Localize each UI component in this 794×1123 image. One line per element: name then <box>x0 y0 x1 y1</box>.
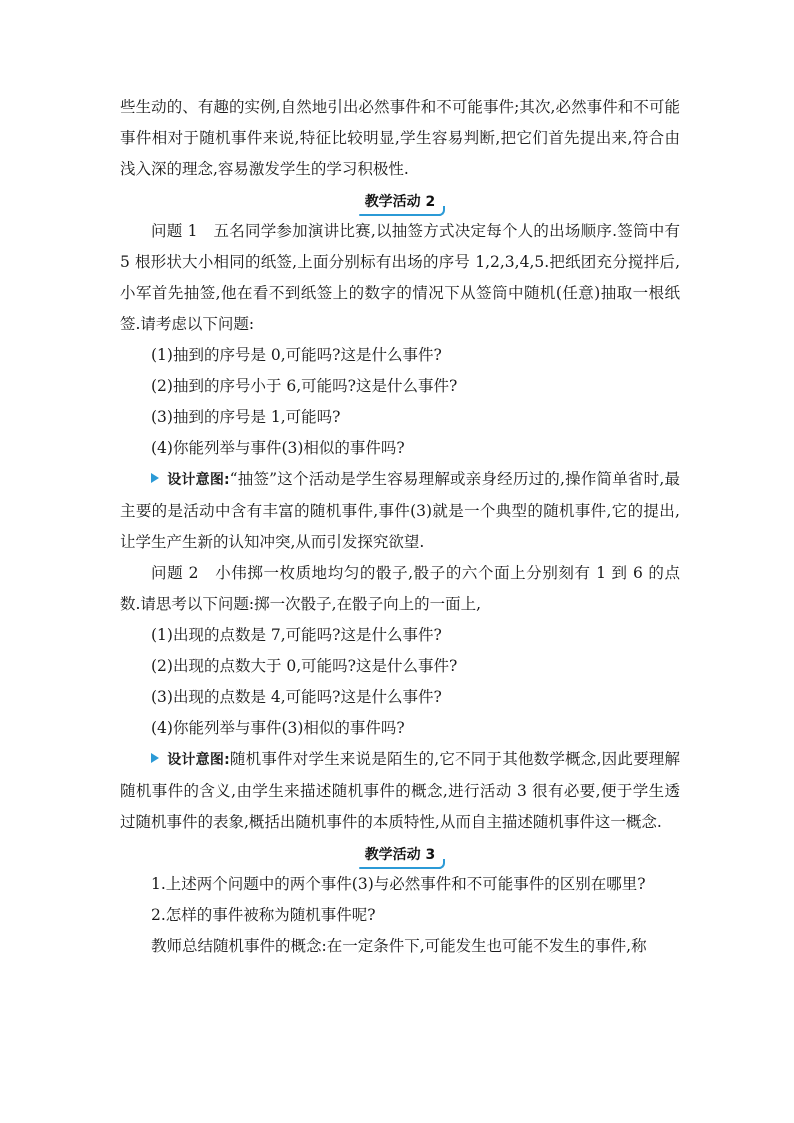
question2-item: (1)出现的点数是 7,可能吗?这是什么事件? <box>151 626 442 644</box>
activity3-heading-row <box>120 838 680 869</box>
document-page <box>120 92 680 962</box>
activity3-item: 1.上述两个问题中的两个事件(3)与必然事件和不可能事件的区别在哪里? <box>151 875 646 893</box>
teacher-summary: 教师总结随机事件的概念:在一定条件下,可能发生也可能不发生的事件,称 <box>151 937 647 955</box>
activity2-heading <box>361 190 440 214</box>
intro-paragraph: 些生动的、有趣的实例,自然地引出必然事件和不可能事件;其次,必然事件和不可能事件相对于随机事件来说,特征比较明显,学生容易判断,把它们首先提出来,符合由浅入深的理念,容易激发学生的学习积极性. <box>120 98 680 178</box>
question2-intro: 问题 2 小伟掷一枚质地均匀的骰子,骰子的六个面上分别刻有 1 到 6 的点数.请思考以下问题:掷一次骰子,在骰子向上的一面上, <box>120 564 680 613</box>
triangle-marker-icon <box>151 473 159 483</box>
triangle-marker-icon <box>151 753 159 763</box>
design-intent-note-2 <box>120 744 680 838</box>
design-intent-label: 设计意图: <box>167 472 230 488</box>
heading-hook-decoration <box>437 206 445 216</box>
question1-intro: 问题 1 五名同学参加演讲比赛,以抽签方式决定每个人的出场顺序.签筒中有 5 根形状大小相同的纸签,上面分别标有出场的序号 1,2,3,4,5.把纸团充分搅拌后,小军首先抽签,他在看不到纸签上的数字的情况下从签筒中随机(任意)抽取一根纸签.请考虑以下问题: <box>120 222 680 333</box>
design-intent-text: 随机事件对学生来说是陌生的,它不同于其他数学概念,因此要理解随机事件的含义,由学生来描述随机事件的概念,进行活动 3 很有必要,便于学生透过随机事件的表象,概括出随机事件的本质特性,从而自主描述随机事件这一概念. <box>120 750 680 831</box>
design-intent-label: 设计意图: <box>167 752 230 768</box>
heading-hook-decoration <box>437 859 445 869</box>
question2-item: (3)出现的点数是 4,可能吗?这是什么事件? <box>151 688 442 706</box>
design-intent-note-1 <box>120 464 680 558</box>
heading-underline <box>359 867 442 869</box>
question1-item: (3)抽到的序号是 1,可能吗? <box>151 408 341 426</box>
heading-underline <box>359 214 442 216</box>
question2-item: (2)出现的点数大于 0,可能吗?这是什么事件? <box>151 657 458 675</box>
question1-item: (4)你能列举与事件(3)相似的事件吗? <box>151 439 405 457</box>
activity2-heading-text: 教学活动 2 <box>364 194 436 210</box>
question1-item: (2)抽到的序号小于 6,可能吗?这是什么事件? <box>151 377 458 395</box>
activity2-heading-row <box>120 185 680 216</box>
design-intent-text: “抽签”这个活动是学生容易理解或亲身经历过的,操作简单省时,最主要的是活动中含有丰富的随机事件,事件(3)就是一个典型的随机事件,它的提出,让学生产生新的认知冲突,从而引发探究欲望. <box>120 470 680 551</box>
activity3-heading <box>361 843 440 867</box>
activity3-item: 2.怎样的事件被称为随机事件呢? <box>151 906 376 924</box>
activity3-heading-text: 教学活动 3 <box>364 847 436 863</box>
question2-item: (4)你能列举与事件(3)相似的事件吗? <box>151 719 405 737</box>
question1-item: (1)抽到的序号是 0,可能吗?这是什么事件? <box>151 346 442 364</box>
